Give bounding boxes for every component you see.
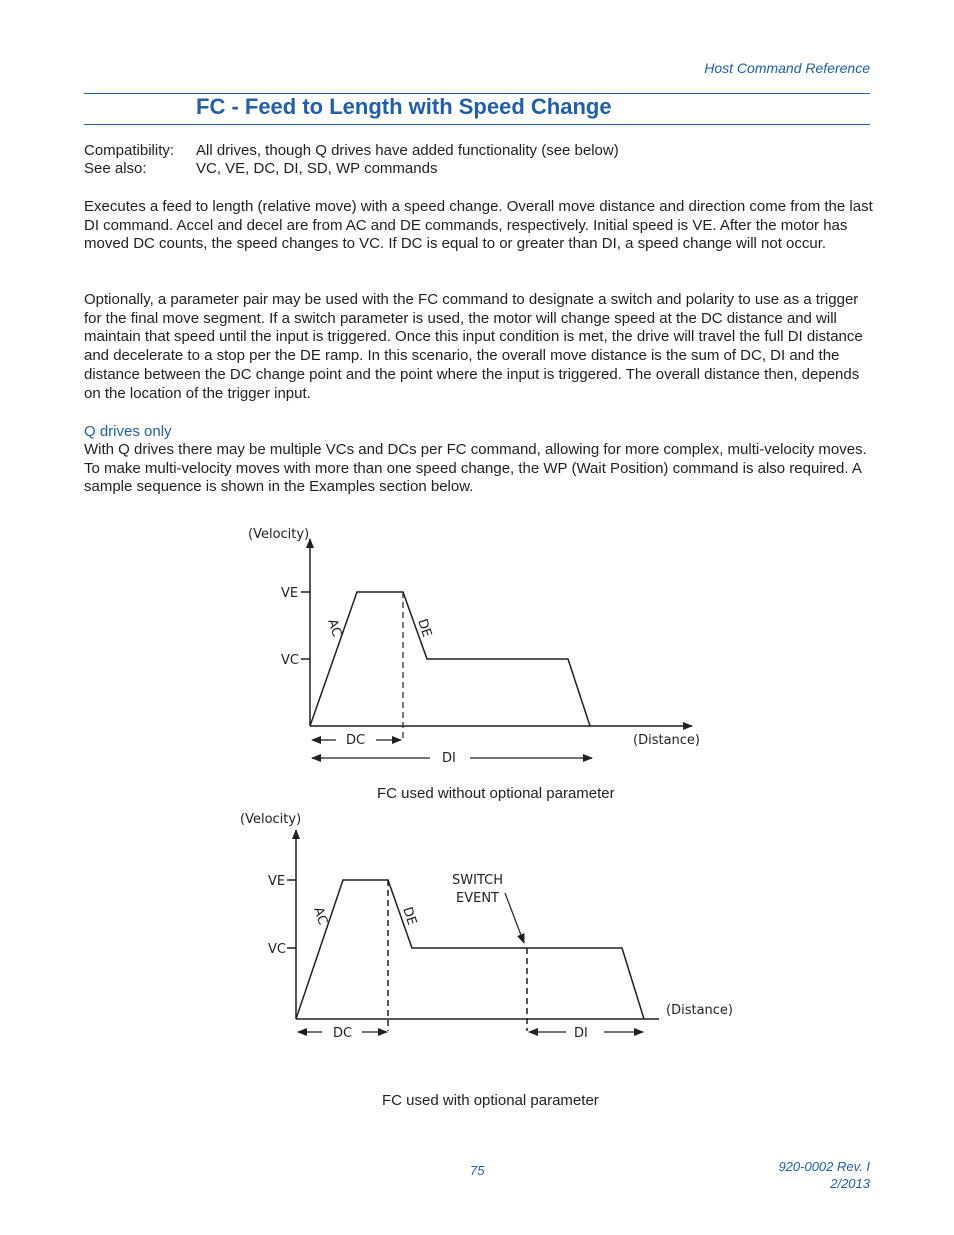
diagram2-di-label: DI: [574, 1026, 588, 1041]
diagram2-caption: FC used with optional parameter: [382, 1092, 599, 1109]
diagram2-x-axis-label: (Distance): [666, 1003, 733, 1018]
diagram2-switch-label-2: EVENT: [456, 891, 499, 906]
see-also-value: VC, VE, DC, DI, SD, WP commands: [196, 160, 438, 177]
compatibility-label: Compatibility:: [84, 142, 175, 159]
page-title: FC - Feed to Length with Speed Change: [196, 94, 612, 119]
compatibility-value: All drives, though Q drives have added functionality (see below): [196, 142, 619, 159]
see-also-label: See also:: [84, 160, 147, 177]
paragraph-q-drives: With Q drives there may be multiple VCs and DCs per FC command, allowing for more complex, multi-velocity moves. To make multi-velocity moves with more than one speed change, the WP (Wait Position) command is also required. A sample sequence is shown in the Examples section below.: [84, 441, 867, 496]
footer-revision: [778, 1158, 870, 1192]
diagram1-di-label: DI: [442, 751, 456, 766]
diagram2-ac-label: AC: [310, 905, 330, 927]
diagram1-axes: [301, 539, 692, 726]
running-header: Host Command Reference: [704, 60, 870, 76]
diagram1-de-label: DE: [414, 617, 435, 640]
diagram1-y-axis-label: (Velocity): [248, 527, 310, 542]
revision-date: 2/2013: [830, 1176, 870, 1191]
diagram1-vc-label: VC: [281, 653, 299, 668]
diagram2-y-axis-label: (Velocity): [240, 812, 302, 827]
diagram2-de-label: DE: [399, 905, 420, 928]
diagram2-dc-label: DC: [333, 1026, 353, 1041]
q-drives-heading: Q drives only: [84, 423, 172, 440]
paragraph-switch: Optionally, a parameter pair may be used with the FC command to designate a switch and polarity to use as a trigger for the final move segment. If a switch parameter is used, the motor will change speed at the DC distance and will maintain that speed until the input is triggered. Once this input condition is met, the drive will travel the full DI distance and decelerate to a stop per the DE ramp. In this scenario, the overall move distance is the sum of DC, DI and the distance between the DC change point and the point where the input is triggered. The overall distance then, depends on the location of the trigger input.: [84, 291, 863, 402]
diagram2-vc-label: VC: [268, 942, 286, 957]
diagram1-ac-label: AC: [324, 617, 344, 639]
revision-number: 920-0002 Rev. I: [778, 1159, 870, 1174]
paragraph-overview: Executes a feed to length (relative move) with a speed change. Overall move distance and direction come from the last DI command. Accel and decel are from AC and DE commands, respectively. Initial speed is VE. After the motor has moved DC counts, the speed changes to VC. If DC is equal to or greater than DI, a speed change will not occur.: [84, 198, 873, 253]
diagram2-ve-label: VE: [268, 874, 286, 889]
diagram2-switch-label-1: SWITCH: [452, 873, 503, 888]
diagram1-velocity-profile: [310, 592, 590, 726]
diagram1-x-axis-label: (Distance): [633, 733, 700, 748]
diagram1-ve-label: VE: [281, 586, 299, 601]
page-number: 75: [470, 1163, 485, 1178]
diagram1-dc-label: DC: [346, 733, 366, 748]
diagram1-caption: FC used without optional parameter: [377, 785, 615, 802]
diagram2-axes: [287, 830, 659, 1019]
diagram2-switch-arrow: [505, 893, 524, 943]
